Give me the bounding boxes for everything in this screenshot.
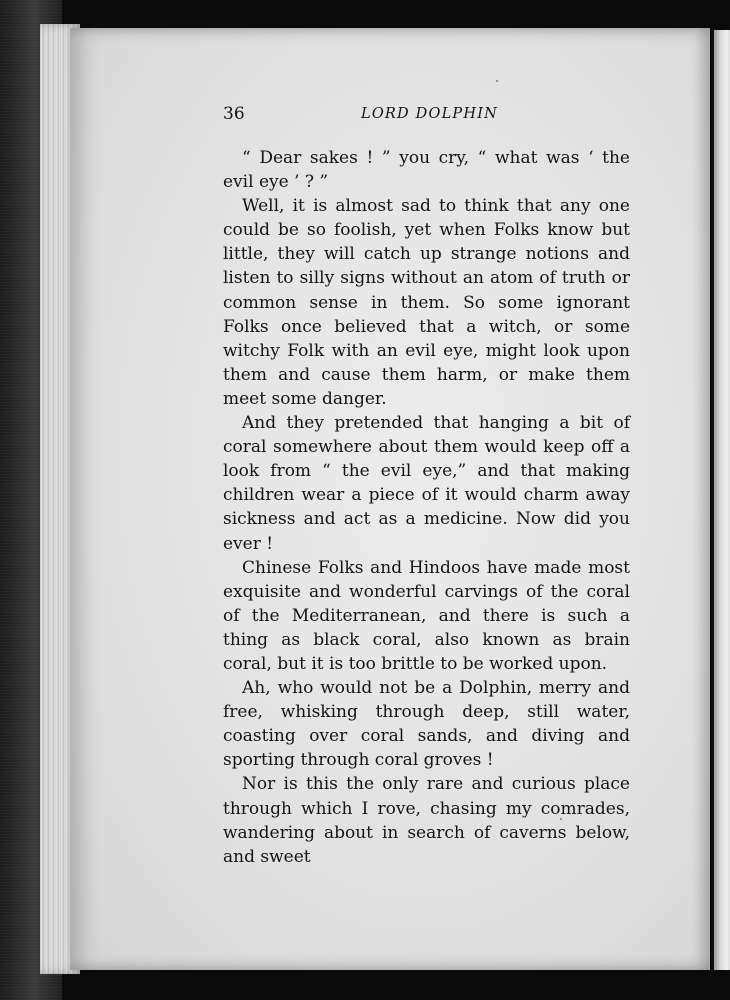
book-title: LORD DOLPHIN xyxy=(361,106,499,122)
book-cover-right-edge xyxy=(712,30,730,970)
paragraph-5: Ah, who would not be a Dolphin, merry and free, whisking through deep, still water, coasting over coral sands, and diving and sporting through coral groves ! xyxy=(223,678,630,771)
paragraph-2: Well, it is almost sad to think that any one could be so foolish, yet when Folks know but little, they will catch up strange notions and listen to silly signs without an atom of truth or common sense in them. So some ignorant Folks once believed that a witch, or some witchy Folk with an evil eye, might look upon them and cause them harm, or make them meet some danger. xyxy=(223,196,630,409)
paragraph-3: And they pretended that hanging a bit of coral somewhere about them would keep off a look from “ the evil eye,” and that making children wear a piece of it would charm away sickness and act as a medicine. Now did you ever ! xyxy=(223,413,630,554)
page-number: 36 xyxy=(223,104,245,124)
paragraph-1: “ Dear sakes ! ” you cry, “ what was ‘ the evil eye ’ ? ” xyxy=(223,148,630,193)
paper-speck xyxy=(496,80,498,82)
paragraph-6: Nor is this the only rare and curious place through which I rove, chasing my comrades, wandering about in search of caverns below, and sweet xyxy=(223,774,630,867)
paragraph-4: Chinese Folks and Hindoos have made most exquisite and wonderful carvings of the coral of the Mediterranean, and there is such a thing as black coral, also known as brain coral, but it is too brittle to be worked upon. xyxy=(223,557,630,674)
text-block xyxy=(223,104,630,869)
running-head xyxy=(223,104,630,132)
